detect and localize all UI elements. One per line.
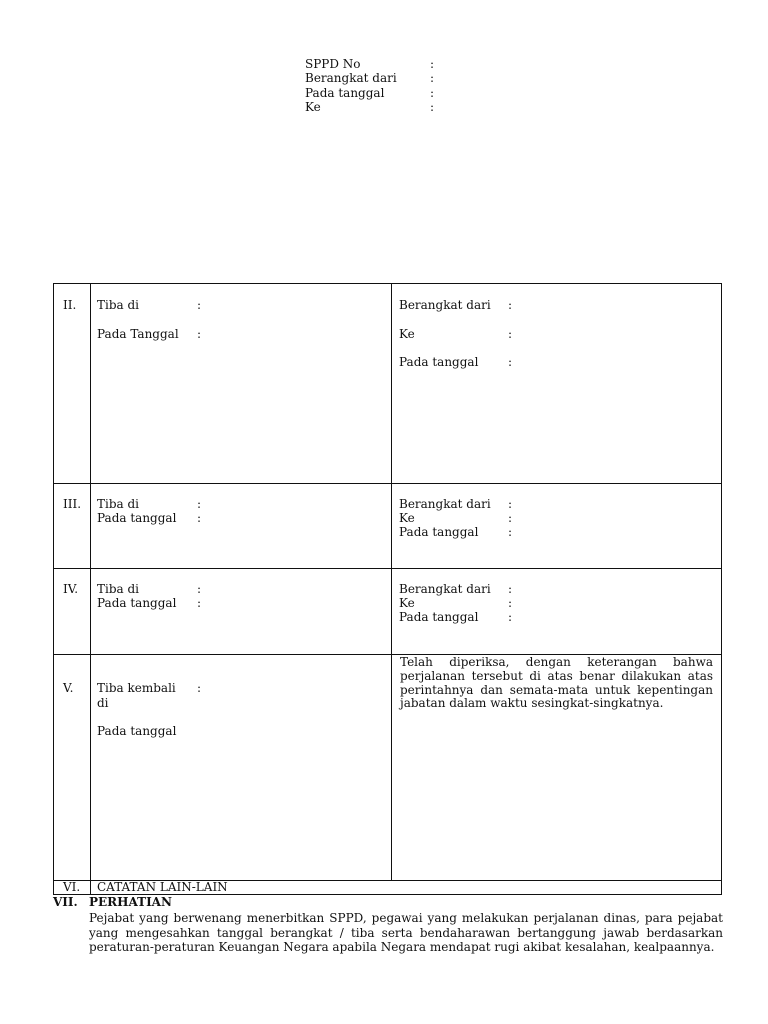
section-number: II. (63, 298, 77, 312)
section-v-row (54, 655, 722, 881)
field-colon: : (508, 327, 513, 341)
header-label: Berangkat dari (305, 71, 397, 85)
field-di[interactable] (97, 696, 109, 710)
field-colon: : (197, 681, 202, 695)
field-colon: : (197, 497, 202, 511)
field-label: Berangkat dari (399, 298, 491, 312)
header-label: Ke (305, 100, 321, 114)
field-berangkat-dari[interactable] (399, 497, 513, 511)
field-colon: : (197, 596, 202, 610)
header-colon: : (430, 57, 435, 71)
field-colon: : (508, 298, 513, 312)
field-label: Pada tanggal (399, 525, 479, 539)
section-number-cell (54, 569, 91, 655)
field-label: Pada tanggal (97, 596, 177, 610)
field-label: Tiba di (97, 298, 140, 312)
field-label: Pada tanggal (97, 511, 177, 525)
field-colon: : (508, 511, 513, 525)
field-tiba-kembali[interactable] (97, 681, 202, 695)
field-colon: : (508, 355, 513, 369)
field-colon: : (508, 596, 513, 610)
departure-cell (392, 484, 722, 569)
perhatian-title: PERHATIAN (89, 895, 172, 909)
section-number: VI. (63, 880, 81, 894)
section-number: V. (63, 681, 74, 695)
sppd-form-table (53, 283, 722, 895)
field-pada-tanggal[interactable] (399, 355, 513, 369)
field-label: Tiba di (97, 582, 140, 596)
field-label: Pada tanggal (399, 355, 479, 369)
field-label: Pada tanggal (399, 610, 479, 624)
perhatian-number: VII. (53, 895, 78, 909)
departure-cell (392, 569, 722, 655)
field-label: Berangkat dari (399, 497, 491, 511)
section-number-cell (54, 655, 91, 881)
section-iii-row (54, 484, 722, 569)
field-colon: : (197, 298, 202, 312)
section-number-cell (54, 484, 91, 569)
section-number-cell (54, 881, 91, 895)
field-ke[interactable] (399, 596, 513, 610)
field-colon: : (508, 525, 513, 539)
header-colon: : (430, 86, 435, 100)
section-number: III. (63, 497, 82, 511)
field-label: Ke (399, 511, 415, 525)
field-ke[interactable] (399, 327, 513, 341)
field-berangkat-dari[interactable] (399, 582, 513, 596)
field-berangkat-dari[interactable] (399, 298, 513, 312)
perhatian-body: Pejabat yang berwenang menerbitkan SPPD, pegawai yang melakukan perjalanan dinas, para pejabat yang mengesahkan tanggal berangkat / tiba serta bendaharawan bertanggung jawab berdasarkan peraturan-peraturan Keuangan Negara apabila Negara mendapat rugi akibat kesalahan, kealpaannya. (89, 911, 723, 955)
header-label: SPPD No (305, 57, 361, 71)
arrival-cell (91, 284, 392, 484)
field-pada-tanggal[interactable] (399, 525, 513, 539)
field-colon: : (508, 497, 513, 511)
field-colon: : (197, 511, 202, 525)
field-pada-tanggal[interactable] (399, 610, 513, 624)
field-pada-tanggal[interactable] (97, 511, 202, 525)
field-label: Tiba kembali (97, 681, 176, 695)
section-number: IV. (63, 582, 79, 596)
return-cell (91, 655, 392, 881)
field-label: Berangkat dari (399, 582, 491, 596)
field-colon: : (508, 582, 513, 596)
field-colon: : (197, 327, 202, 341)
field-label: Ke (399, 327, 415, 341)
field-tiba-di[interactable] (97, 497, 202, 511)
catatan-label: CATATAN LAIN-LAIN (97, 880, 228, 894)
field-pada-tanggal[interactable] (97, 596, 202, 610)
field-label: Ke (399, 596, 415, 610)
section-vi-row (54, 881, 722, 895)
header-label: Pada tanggal (305, 86, 385, 100)
field-tiba-di[interactable] (97, 582, 202, 596)
catatan-cell[interactable] (91, 881, 722, 895)
perhatian-section (53, 895, 723, 955)
arrival-cell (91, 569, 392, 655)
header-colon: : (430, 71, 435, 85)
field-ke[interactable] (399, 511, 513, 525)
section-iv-row (54, 569, 722, 655)
verification-cell (392, 655, 722, 881)
field-pada-tanggal[interactable] (97, 327, 202, 341)
field-label: Tiba di (97, 497, 140, 511)
field-label: di (97, 696, 109, 710)
field-label: Pada tanggal (97, 724, 177, 738)
departure-cell (392, 284, 722, 484)
section-number-cell (54, 284, 91, 484)
verification-note: Telah diperiksa, dengan keterangan bahwa perjalanan tersebut di atas benar dilakukan atas perintahnya dan semata-mata untuk kepentingan jabatan dalam waktu sesingkat-singkatnya. (400, 655, 713, 711)
field-label: Pada Tanggal (97, 327, 179, 341)
section-ii-row (54, 284, 722, 484)
field-tiba-di[interactable] (97, 298, 202, 312)
field-colon: : (197, 582, 202, 596)
arrival-cell (91, 484, 392, 569)
field-colon: : (508, 610, 513, 624)
field-pada-tanggal[interactable] (97, 724, 176, 738)
header-colon: : (430, 100, 435, 114)
